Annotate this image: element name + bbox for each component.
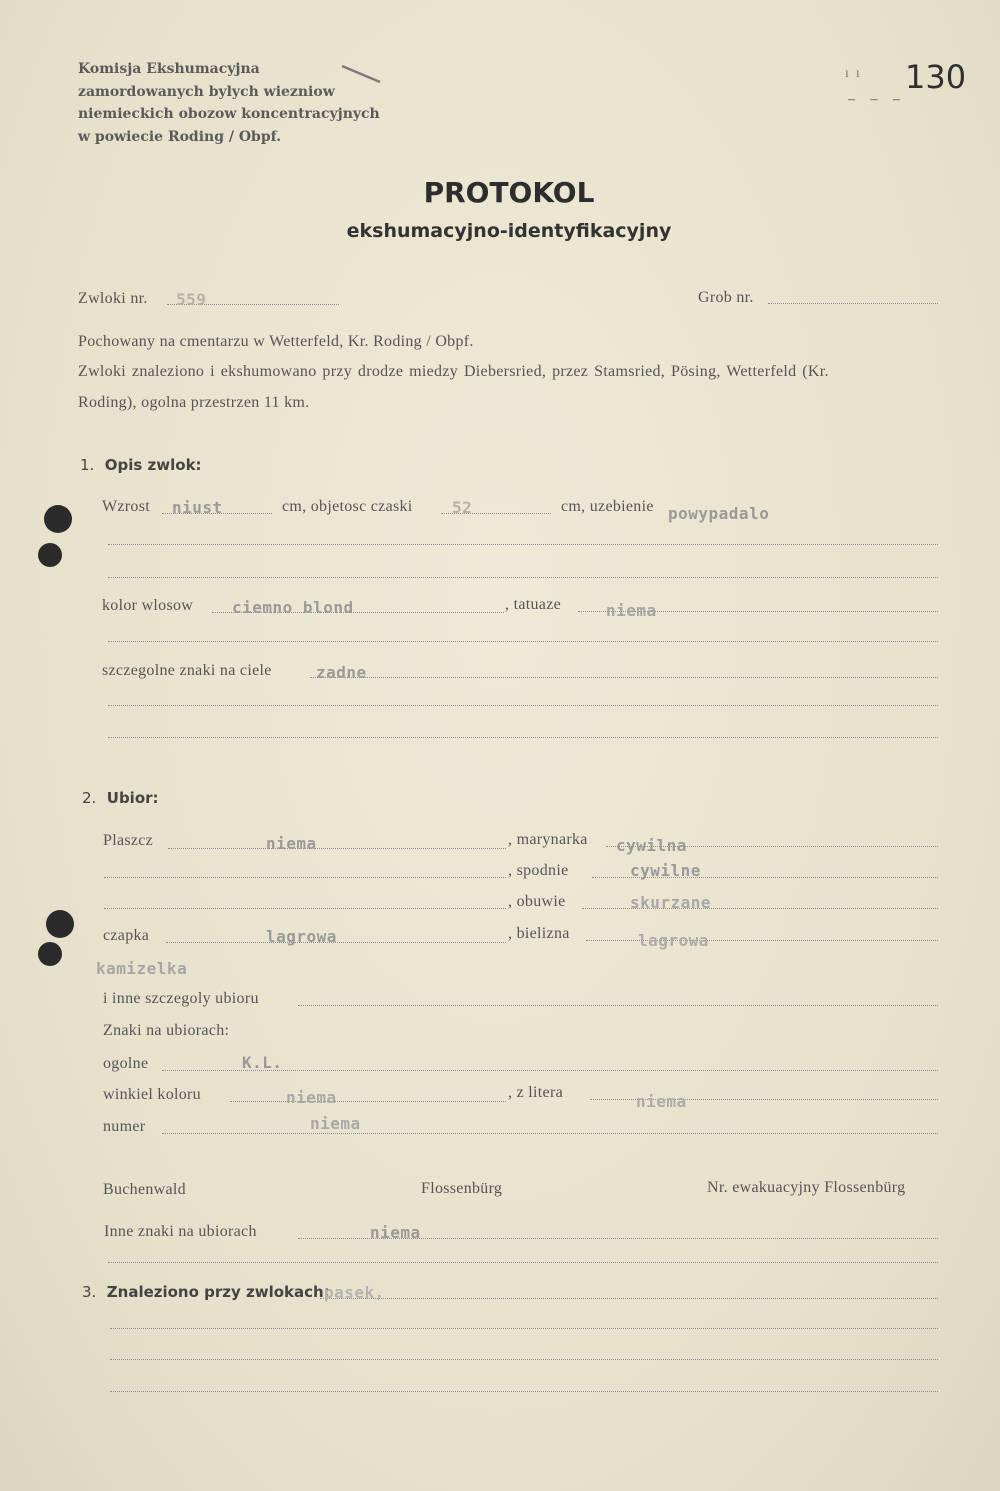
section-3-heading (82, 1283, 330, 1301)
punch-hole-4 (38, 942, 62, 966)
wzrost-label: Wzrost (102, 498, 151, 515)
burial-place: Pochowany na cmentarzu w Wetterfeld, Kr. Roding / Obpf. (78, 333, 474, 350)
header-line-1: Komisja Ekshumacyjna (78, 61, 260, 77)
litera-label: , z litera (508, 1084, 563, 1101)
inne-szczegoly-label: i inne szczegoly ubioru (103, 990, 259, 1007)
kolor-wlosow-value: ciemno blond (232, 598, 354, 617)
uzebienie-label: cm, uzebienie (561, 498, 654, 515)
obuwie-label: , obuwie (508, 893, 566, 910)
czaski-value: 52 (452, 498, 473, 517)
punch-hole-3 (46, 910, 74, 938)
plaszcz-label: Plaszcz (103, 832, 154, 849)
kolor-wlosow-label: kolor wlosow (102, 597, 194, 614)
header-line-4: w powiecie Roding / Obpf. (78, 128, 282, 145)
nr-ewakuacyjny-label: Nr. ewakuacyjny Flossenbürg (707, 1179, 906, 1196)
inne-znaki-label: Inne znaki na ubiorach (104, 1223, 257, 1240)
kamizelka-value: kamizelka (96, 959, 188, 978)
zwloki-number: 559 (176, 290, 207, 309)
szczegolne-znaki-value: zadne (316, 663, 367, 682)
litera-value: niema (636, 1092, 687, 1111)
marynarka-value: cywilna (616, 836, 687, 855)
wzrost-value: niust (172, 498, 223, 517)
page-subtitle: ekshumacyjno-identyfikacyjny (346, 220, 672, 242)
found-location-line-2: Roding), ogolna przestrzen 11 km. (78, 394, 310, 411)
dash-marks: ‒ ‒ ‒ (848, 92, 906, 107)
numer-label: numer (103, 1118, 146, 1135)
znaki-na-ubiorach-label: Znaki na ubiorach: (103, 1022, 230, 1039)
numer-value: niema (310, 1114, 361, 1133)
obuwie-value: skurzane (630, 893, 712, 912)
pen-stroke-mark (340, 62, 382, 86)
commission-header (78, 58, 380, 148)
marynarka-label: , marynarka (508, 831, 588, 848)
tatuaze-value: niema (606, 601, 657, 620)
section-3-number: 3. (82, 1283, 97, 1301)
punch-hole-2 (38, 543, 62, 567)
szczegolne-znaki-label: szczegolne znaki na ciele (102, 662, 272, 679)
czapka-value: lagrowa (266, 927, 337, 946)
section-1-title: Opis zwlok: (104, 456, 202, 474)
winkiel-label: winkiel koloru (103, 1086, 201, 1103)
page-title: PROTOKOL (423, 176, 595, 209)
buchenwald-label: Buchenwald (103, 1181, 186, 1198)
znaleziono-value: pasek, (324, 1283, 385, 1302)
pencil-marks: ı ı (845, 66, 860, 81)
section-2-number: 2. (82, 789, 97, 807)
zwloki-label: Zwloki nr. (78, 290, 148, 307)
spodnie-label: , spodnie (508, 862, 569, 879)
section-1-heading (80, 456, 202, 474)
czaski-label: cm, objetosc czaski (282, 498, 413, 515)
czapka-label: czapka (103, 927, 150, 944)
bielizna-value: lagrowa (638, 931, 709, 950)
section-3-title: Znaleziono przy zwlokach: (106, 1283, 330, 1301)
spodnie-value: cywilne (630, 861, 701, 880)
found-location-line-1: Zwloki znaleziono i ekshumowano przy drodze miedzy Diebersried, przez Stamsried, Pösing, Wetterfeld (Kr. (78, 363, 829, 380)
header-line-3: niemieckich obozow koncentracyjnych (78, 106, 380, 122)
punch-hole-1 (44, 505, 72, 533)
flossenburg-label: Flossenbürg (421, 1180, 503, 1197)
uzebienie-value: powypadalo (668, 504, 770, 523)
section-2-heading (82, 789, 159, 807)
ogolne-label: ogolne (103, 1055, 149, 1072)
ogolne-value: K.L. (242, 1053, 283, 1072)
plaszcz-value: niema (266, 834, 317, 853)
section-1-number: 1. (80, 456, 95, 474)
grob-label: Grob nr. (698, 289, 754, 306)
tatuaze-label: , tatuaze (505, 596, 561, 613)
winkiel-value: niema (286, 1088, 337, 1107)
header-line-2: zamordowanych bylych wiezniow (78, 83, 335, 100)
bielizna-label: , bielizna (508, 925, 570, 942)
page-number: 130 (905, 58, 967, 96)
inne-znaki-value: niema (370, 1223, 421, 1242)
section-2-title: Ubior: (106, 789, 159, 807)
